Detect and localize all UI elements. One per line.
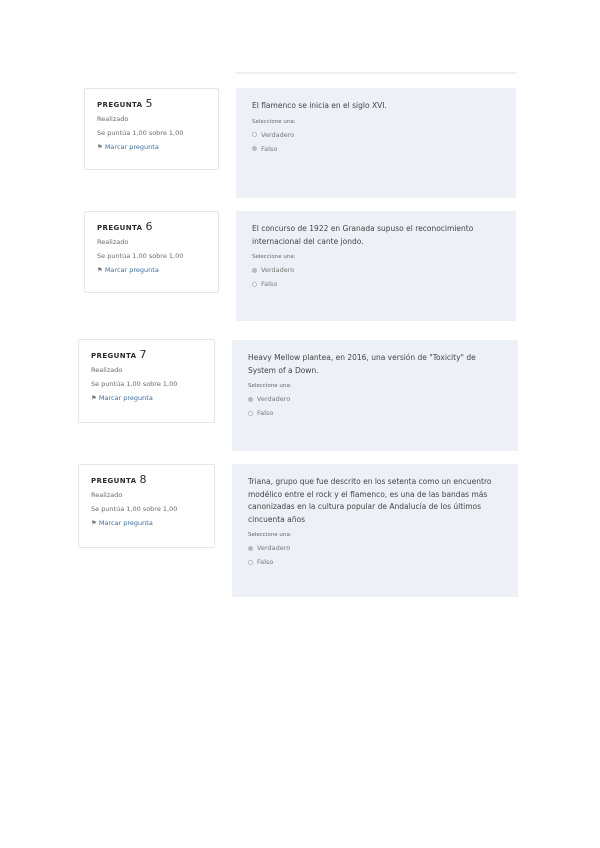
question-label: PREGUNTA 5 [97,97,153,110]
question-grade: Se puntúa 1,00 sobre 1,00 [97,129,184,137]
flag-icon: ⚑ [91,519,97,527]
option-false[interactable]: Falso [252,145,500,153]
flag-question-link[interactable]: ⚑ Marcar pregunta [97,143,159,151]
radio-false[interactable] [252,282,257,287]
option-false[interactable]: Falso [248,558,502,566]
question-7-info [78,339,215,423]
question-state: Realizado [97,115,129,123]
question-number: 7 [139,348,147,361]
question-6-content [236,211,516,321]
question-8-content [232,464,518,597]
question-text: Heavy Mellow plantea, en 2016, una versión de "Toxicity" de System of a Down. [248,353,476,375]
radio-true[interactable] [248,546,253,551]
question-number: 5 [145,97,153,110]
option-false[interactable]: Falso [252,280,500,288]
option-true[interactable]: Verdadero [252,131,500,139]
question-text: El flamenco se inicia en el siglo XVI. [252,101,387,110]
option-true[interactable]: Verdadero [252,266,500,274]
radio-true[interactable] [248,397,253,402]
question-text: El concurso de 1922 en Granada supuso el reconocimiento internacional del cante jondo. [252,224,474,246]
flag-question-link[interactable]: ⚑ Marcar pregunta [91,394,153,402]
question-grade: Se puntúa 1,00 sobre 1,00 [97,252,184,260]
option-true[interactable]: Verdadero [248,395,502,403]
question-text: Triana, grupo que fue descrito en los setenta como un encuentro modélico entre el rock y el flamenco, es una de las bandas más canonizadas en la cultura popular de Andalucía de los últimos cincuenta años [248,477,492,524]
question-8-info [78,464,215,548]
question-7-content [232,340,518,451]
question-label: PREGUNTA 6 [97,220,153,233]
question-5-content [236,88,516,198]
question-number: 6 [145,220,153,233]
question-grade: Se puntúa 1,00 sobre 1,00 [91,505,178,513]
question-state: Realizado [91,491,123,499]
content-divider [236,72,516,74]
flag-question-link[interactable]: ⚑ Marcar pregunta [97,266,159,274]
answer-prompt: Seleccione una: [252,254,296,260]
question-state: Realizado [97,238,129,246]
question-5-info [84,88,219,170]
answer-prompt: Seleccione una: [248,532,292,538]
option-true[interactable]: Verdadero [248,544,502,552]
answer-prompt: Seleccione una: [252,118,296,125]
radio-false[interactable] [252,146,257,151]
flag-icon: ⚑ [97,266,103,274]
radio-true[interactable] [252,268,257,273]
radio-false[interactable] [248,411,253,416]
option-false[interactable]: Falso [248,409,502,417]
question-grade: Se puntúa 1,00 sobre 1,00 [91,380,178,388]
question-6-info [84,211,219,293]
question-state: Realizado [91,366,123,374]
radio-true[interactable] [252,132,257,137]
radio-false[interactable] [248,560,253,565]
answer-prompt: Seleccione una: [248,383,292,389]
question-label: PREGUNTA 8 [91,473,147,486]
flag-icon: ⚑ [91,394,97,402]
question-number: 8 [139,473,147,486]
question-label: PREGUNTA 7 [91,348,147,361]
flag-question-link[interactable]: ⚑ Marcar pregunta [91,519,153,527]
flag-icon: ⚑ [97,143,103,151]
